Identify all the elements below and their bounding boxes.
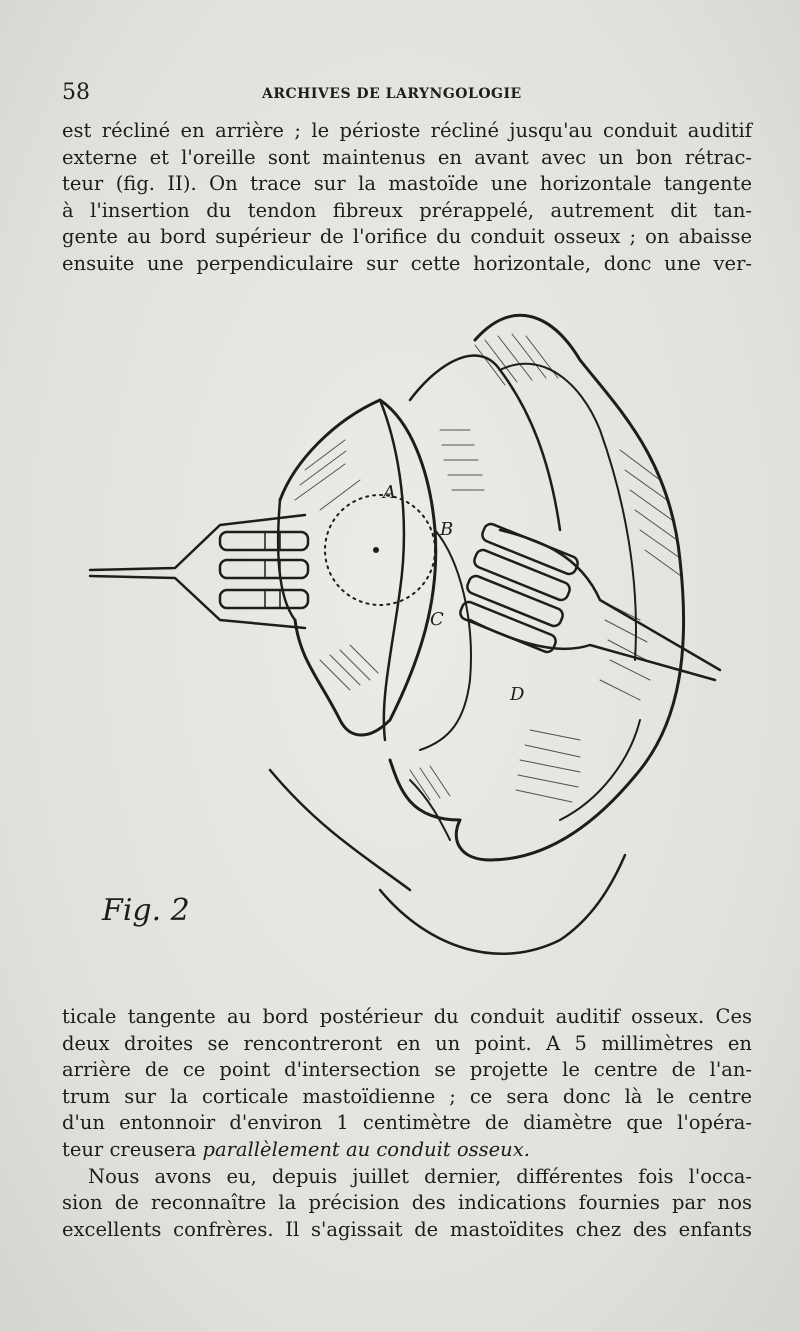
bottom-paragraph	[62, 1004, 752, 1243]
auricle-fold	[500, 364, 636, 660]
page-number: 58	[62, 80, 90, 105]
text-line	[62, 1137, 752, 1164]
antrum-center-point	[373, 547, 379, 553]
left-retractor	[90, 515, 308, 628]
top-paragraph	[62, 118, 752, 278]
text-line: d'un entonnoir d'environ 1 centimètre de diamètre que l'opéra-	[62, 1111, 752, 1135]
page-header	[62, 80, 752, 108]
label-c: C	[430, 609, 444, 630]
text-line: excellents confrères. Il s'agissait de mastoïdites chez des enfants	[62, 1217, 752, 1241]
running-head: ARCHIVES DE LARYNGOLOGIE	[262, 86, 522, 102]
text-line: gente au bord supérieur de l'orifice du conduit osseux ; on abaisse	[62, 225, 752, 249]
figure-caption: Fig. 2	[102, 893, 190, 928]
text-line: externe et l'oreille sont maintenus en avant avec un bon rétrac-	[62, 145, 752, 169]
bone-edge	[380, 400, 404, 740]
text-line: est récliné en arrière ; le périoste récliné jusqu'au conduit auditif	[62, 119, 752, 142]
text-line: sion de reconnaître la précision des indications fournies par nos	[62, 1191, 752, 1215]
italic-phrase: parallèlement au conduit osseux.	[202, 1137, 530, 1161]
text-line: à l'insertion du tendon fibreux prérappelé, autrement dit tan-	[62, 198, 752, 222]
text-line: deux droites se rencontreront en un point. A 5 millimètres en	[62, 1031, 752, 1055]
skin-fold	[270, 770, 410, 890]
surgical-illustration	[80, 300, 740, 980]
text-line: ticale tangente au bord postérieur du conduit auditif osseux. Ces	[62, 1005, 752, 1028]
bone-edge	[420, 530, 471, 750]
text-line: ensuite une perpendiculaire sur cette horizontale, donc une ver-	[62, 251, 752, 275]
skin-fold	[380, 855, 625, 954]
antrum-dotted-circle	[325, 495, 435, 605]
text-line: trum sur la corticale mastoïdienne ; ce sera donc là le centre	[62, 1084, 752, 1108]
skin-fold	[410, 780, 450, 840]
label-d: D	[510, 684, 525, 705]
text-line: teur (fig. II). On trace sur la mastoïde une horizontale tangente	[62, 172, 752, 196]
tissue-flap	[280, 400, 436, 735]
text-line: Nous avons eu, depuis juillet dernier, différentes fois l'occa-	[88, 1164, 752, 1188]
text-line-start: teur creusera	[62, 1137, 203, 1161]
label-a: A	[383, 482, 396, 503]
label-b: B	[440, 519, 454, 540]
text-line: arrière de ce point d'intersection se projette le centre de l'an-	[62, 1058, 752, 1082]
surgical-figure	[80, 300, 740, 980]
